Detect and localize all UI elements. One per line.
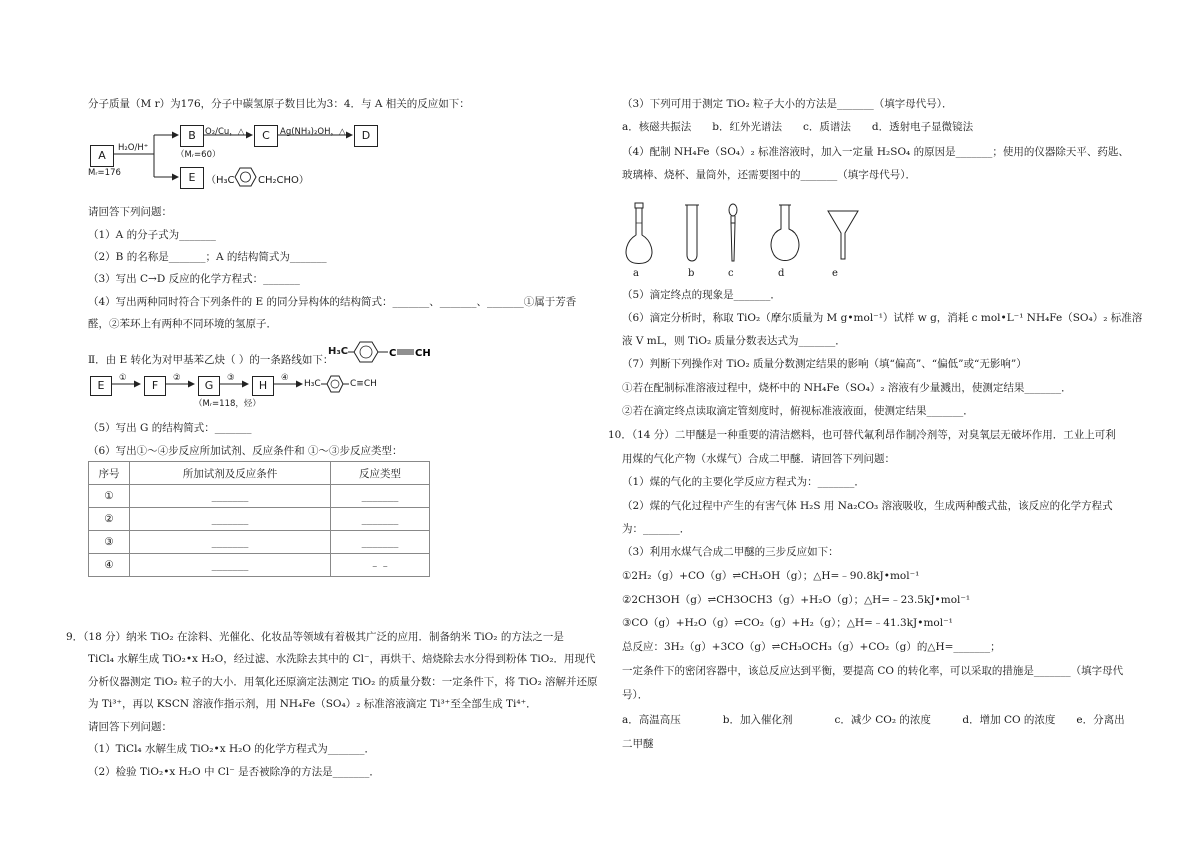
apparatus-label-e: e [832,268,838,279]
table-header: 所加试剂及反应条件 [130,462,331,485]
q10-line-12: 号）． [622,689,649,701]
right-line-4: 玻璃棒、烧杯、量筒外，还需要图中的_______（填字母代号）． [622,169,916,181]
part2-formula-left: H₃C [328,346,349,357]
compound-box-B: B [180,125,204,147]
table-row [89,485,430,508]
reagent-h2o-label: H₂O/H⁺ [118,143,149,153]
q10-line-6: （3）利用水煤气合成二甲醚的三步反应如下： [622,546,839,558]
q10-line-4: （2）煤的气化过程中产生的有害气体 H₂S 用 Na₂CO₃ 溶液吸收，生成两种酸式盐，该反应的化学方程式 [622,500,1113,512]
apparatus-label-a: a [633,268,639,279]
part2-line: Ⅱ．由 E 转化为对甲基苯乙炔（ ）的一条路线如下： [88,354,334,366]
left-line-2: （1）A 的分子式为_______ [88,229,216,241]
q10-line-1: 10．（14 分）二甲醚是一种重要的清洁燃料，也可替代氟利昂作制冷剂等，对臭氧层无破坏作用．工业上可利 [608,429,1116,441]
table-header: 反应类型 [331,462,430,485]
q10-line-7: ①2H₂（g）+CO（g）⇌CH₃OH（g）；△H=﹣90.8kJ•mol⁻¹ [622,570,920,582]
right-line-8: （7）判断下列操作对 TiO₂ 质量分数测定结果的影响（填“偏高”、“偏低”或“无影响”） [622,358,1027,370]
table-cell: ① [89,485,130,508]
table-header-row [89,462,430,485]
product-formula-right: C≡CH [350,379,377,389]
q10-line-3: （1）煤的气化的主要化学反应方程式为：_______． [622,476,865,488]
reagent-ag-label: Ag(NH₃)₂OH，△ [280,127,346,137]
compound-box-D: D [354,125,378,147]
p-methylphenylacetylene-structure [348,340,468,364]
E-formula-left: （H₃C [206,175,235,186]
q9-line-6: （1）TiCl₄ 水解生成 TiO₂•x H₂O 的化学方程式为_______． [88,743,376,755]
intro-line: 分子质量（M r）为176，分子中碳氢原子数目比为3：4．与 A 相关的反应如下： [88,98,470,110]
dropper-icon [725,203,741,265]
table-cell: _______ [130,508,331,531]
table-header: 序号 [89,462,130,485]
right-line-9: ①若在配制标准溶液过程中，烧杯中的 NH₄Fe（SO₄）₂ 溶液有少量溅出，使测定结果_______． [622,382,1072,394]
table-cell: _______ [331,531,430,554]
q9-line-2: TiCl₄ 水解生成 TiO₂•x H₂O，经过滤、水洗除去其中的 Cl⁻，再烘干、焙烧除去水分得到粉体 TiO₂．用现代 [88,653,596,665]
step-4-label: ④ [281,373,289,383]
mr-B-label: （Mᵣ=60） [176,150,221,160]
left-line-1: 请回答下列问题： [88,206,172,218]
left-line-6: 醛，②苯环上有两种不同环境的氢原子． [88,318,277,330]
compound-box-F: F [144,376,166,396]
table-cell: _______ [130,531,331,554]
q10-line-14: 二甲醚 [622,738,654,750]
mr-G-label: （Mᵣ=118，烃） [194,399,261,409]
funnel-icon [826,203,860,265]
left-line-5: （4）写出两种同时符合下列条件的 E 的同分异构体的结构简式：_______、_______、_______①属于芳香 [88,296,577,308]
compound-box-C: C [254,125,278,147]
q9-line-3: 分析仪器测定 TiO₂ 粒子的大小．用氧化还原滴定法测定 TiO₂ 的质量分数：一定条件下，将 TiO₂ 溶解并还原 [88,676,598,688]
table-cell: _______ [130,554,331,577]
table-cell: ﹣﹣ [331,554,430,577]
q9-line-7: （2）检验 TiO₂•x H₂O 中 Cl⁻ 是否被除净的方法是_______． [88,766,380,778]
round-flask-icon [767,203,803,265]
right-line-6: （6）滴定分析时，称取 TiO₂（摩尔质量为 M g•mol⁻¹）试样 w g，消耗 c mol•L⁻¹ NH₄Fe（SO₄）₂ 标准溶 [622,312,1143,324]
q10-line-11: 一定条件下的密闭容器中，该总反应达到平衡，要提高 CO 的转化率，可以采取的措施是_______（填字母代 [622,665,1124,677]
table-cell: ③ [89,531,130,554]
E-formula-right: CH₂CHO） [258,175,309,186]
step-3-label: ③ [227,373,235,383]
compound-box-A: A [90,145,114,167]
mr-A-label: Mᵣ=176 [88,168,121,178]
q10-line-8: ②2CH3OH（g）⇌CH3OCH3（g）+H₂O（g）；△H=﹣23.5kJ•mol⁻¹ [622,594,971,606]
q10-line-9: ③CO（g）+H₂O（g）⇌CO₂（g）+H₂（g）；△H=﹣41.3kJ•mol⁻¹ [622,617,953,629]
reagent-o2-label: O₂/Cu，△ [205,127,245,137]
table-cell: _______ [130,485,331,508]
left-line-3: （2）B 的名称是_______；A 的结构简式为_______ [88,251,327,263]
q10-line-13: a．高温高压 b．加入催化剂 c．减少 CO₂ 的浓度 d．增加 CO 的浓度 e．分离出 [622,714,1125,726]
compound-box-G: G [198,376,220,396]
table-cell: ④ [89,554,130,577]
right-line-3: （4）配制 NH₄Fe（SO₄）₂ 标准溶液时，加入一定量 H₂SO₄ 的原因是_______；使用的仪器除天平、药匙、 [622,146,1129,158]
table-row [89,508,430,531]
table-row [89,554,430,577]
compound-box-E: E [180,167,204,189]
apparatus-label-b: b [688,268,695,279]
volumetric-flask-icon [624,203,654,265]
right-line-5: （5）滴定终点的现象是_______． [622,289,781,301]
compound-box-E2: E [90,376,112,396]
right-line-10: ②若在滴定终点读取滴定管刻度时，俯视标准液液面，使测定结果_______． [622,405,974,417]
table-row [89,531,430,554]
q10-line-2: 用煤的气化产物（水煤气）合成二甲醚．请回答下列问题： [622,453,895,465]
compound-box-H: H [252,376,274,396]
q9-line-1: 9．（18 分）纳米 TiO₂ 在涂料、光催化、化妆品等领域有着极其广泛的应用．制备纳米 TiO₂ 的方法之一是 [66,631,564,643]
step-2-label: ② [173,373,181,383]
step-1-label: ① [119,373,127,383]
q10-line-10: 总反应：3H₂（g）+3CO（g）⇌CH₃OCH₃（g）+CO₂（g）的△H=_______； [622,641,1001,653]
product-formula-left: H₃C [304,379,321,389]
table-cell: _______ [331,508,430,531]
apparatus-label-c: c [728,268,734,279]
svg-text:C: C [389,348,397,359]
right-line-7: 液 V mL，则 TiO₂ 质量分数表达式为_______． [622,335,846,347]
test-tube-icon [684,203,700,265]
right-line-1: （3）下列可用于测定 TiO₂ 粒子大小的方法是_______（填字母代号）． [622,98,953,110]
question-6: （6）写出①～④步反应所加试剂、反应条件和 ①～③步反应类型： [88,445,403,457]
q9-line-4: 为 Ti³⁺，再以 KSCN 溶液作指示剂，用 NH₄Fe（SO₄）₂ 标准溶液滴定 Ti³⁺至全部生成 Ti⁴⁺． [88,698,537,710]
table-cell: ② [89,508,130,531]
right-line-2: a．核磁共振法 b．红外光谱法 c．质谱法 d．透射电子显微镜法 [622,121,974,133]
reaction-table [88,461,430,577]
svg-text:CH: CH [415,348,431,359]
left-line-4: （3）写出 C→D 反应的化学方程式：_______ [88,273,300,285]
table-cell: _______ [331,485,430,508]
q9-line-5: 请回答下列问题： [88,721,172,733]
apparatus-label-d: d [778,268,785,279]
q10-line-5: 为：_______． [622,523,691,535]
question-5: （5）写出 G 的结构简式：_______ [88,422,252,434]
